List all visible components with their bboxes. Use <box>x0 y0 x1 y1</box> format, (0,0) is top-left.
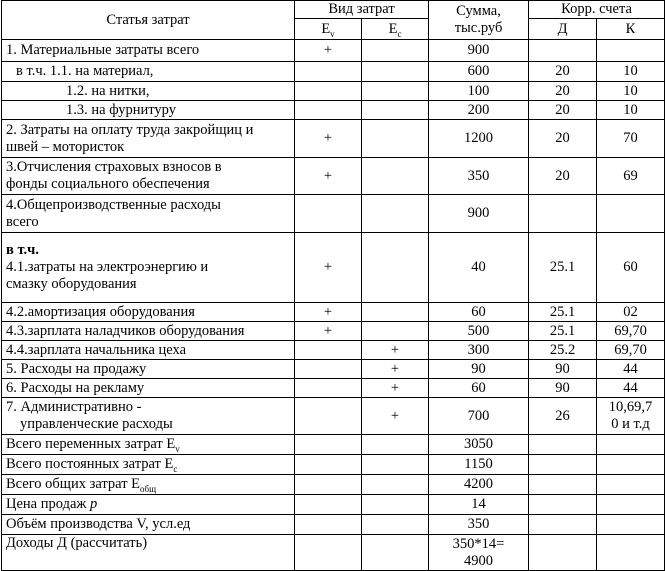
table-row <box>2 101 665 120</box>
row-credit: 10 <box>597 101 665 120</box>
empty-cell <box>529 495 597 515</box>
row-sum: 600 <box>429 62 529 82</box>
row-debit: 20 <box>529 62 597 82</box>
empty-cell <box>295 475 362 495</box>
header-item: Статья затрат <box>2 1 295 40</box>
total-fixed-row <box>2 455 665 475</box>
empty-cell <box>295 515 362 535</box>
row-ec: + <box>362 341 429 360</box>
total-variable-label <box>2 435 295 455</box>
empty-cell <box>529 475 597 495</box>
table-row <box>2 233 665 303</box>
income-label: Доходы Д (рассчитать) <box>2 535 295 571</box>
row-ec <box>362 233 429 303</box>
income-row <box>2 535 665 571</box>
volume-row <box>2 515 665 535</box>
header-ev-sub: v <box>330 28 335 39</box>
row-sum: 60 <box>429 303 529 322</box>
row-name <box>2 398 295 435</box>
row-credit: 69,70 <box>597 341 665 360</box>
row-ev: + <box>295 158 362 195</box>
row-sum: 700 <box>429 398 529 435</box>
row-debit: 25.1 <box>529 233 597 303</box>
row-ec <box>362 62 429 82</box>
row-sum: 40 <box>429 233 529 303</box>
row-debit: 20 <box>529 158 597 195</box>
total-all-row <box>2 475 665 495</box>
empty-cell <box>597 515 665 535</box>
row-name-line2: всего <box>6 213 39 230</box>
row-credit-line1: 10,69,7 <box>608 399 653 415</box>
row-credit: 44 <box>597 379 665 398</box>
row-ec <box>362 322 429 341</box>
empty-cell <box>362 535 429 571</box>
total-variable-row <box>2 435 665 455</box>
row-debit: 90 <box>529 360 597 379</box>
row-debit <box>529 40 597 62</box>
total-all-label <box>2 475 295 495</box>
table-row <box>2 195 665 233</box>
row-credit: 69 <box>597 158 665 195</box>
row-sum: 900 <box>429 40 529 62</box>
total-variable-sub: v <box>175 443 180 454</box>
row-name-line0: в т.ч. <box>6 242 39 258</box>
total-fixed-label <box>2 455 295 475</box>
header-debit: Д <box>529 19 597 40</box>
row-sum: 300 <box>429 341 529 360</box>
price-value: 14 <box>429 495 529 515</box>
table-row <box>2 341 665 360</box>
total-variable-sum: 3050 <box>429 435 529 455</box>
row-name: 6. Расходы на рекламу <box>2 379 295 398</box>
row-ec <box>362 303 429 322</box>
row-name: 4.3.зарплата наладчиков оборудования <box>2 322 295 341</box>
row-name-line2: смазку оборудования <box>6 276 137 292</box>
empty-cell <box>597 475 665 495</box>
header-ec <box>362 19 429 40</box>
row-name: в т.ч. 1.1. на материал, <box>2 62 295 82</box>
row-ec <box>362 195 429 233</box>
row-name <box>2 120 295 158</box>
row-ev <box>295 341 362 360</box>
row-sum: 500 <box>429 322 529 341</box>
row-name-line2: фонды социального обеспечения <box>6 176 210 192</box>
table-row <box>2 398 665 435</box>
row-ev: + <box>295 322 362 341</box>
empty-cell <box>529 435 597 455</box>
header-ev-letter: E <box>321 20 331 37</box>
row-debit: 20 <box>529 120 597 158</box>
row-ev: + <box>295 40 362 62</box>
empty-cell <box>362 435 429 455</box>
empty-cell <box>597 535 665 571</box>
header-row-1 <box>2 1 665 19</box>
row-sum: 90 <box>429 360 529 379</box>
row-name: 5. Расходы на продажу <box>2 360 295 379</box>
empty-cell <box>295 455 362 475</box>
total-fixed-sub: c <box>173 463 178 474</box>
volume-value: 350 <box>429 515 529 535</box>
table-row <box>2 303 665 322</box>
row-credit <box>597 398 665 435</box>
row-ec <box>362 158 429 195</box>
header-sum-line2: тыс.руб <box>454 20 503 36</box>
price-variable: p <box>90 496 98 512</box>
header-corr-accounts: Корр. счета <box>529 1 665 19</box>
empty-cell <box>362 475 429 495</box>
empty-cell <box>597 455 665 475</box>
total-all-sub: общ <box>140 483 157 494</box>
row-ev <box>295 62 362 82</box>
income-value <box>429 535 529 571</box>
row-sum: 900 <box>429 195 529 233</box>
empty-cell <box>295 495 362 515</box>
total-fixed-text: Всего постоянных затрат E <box>6 456 174 472</box>
price-label <box>2 495 295 515</box>
row-name-line1: 7. Административно - <box>6 399 142 415</box>
row-name <box>2 233 295 303</box>
row-sum: 60 <box>429 379 529 398</box>
row-credit: 10 <box>597 62 665 82</box>
row-ev <box>295 101 362 120</box>
empty-cell <box>597 495 665 515</box>
row-ev: + <box>295 233 362 303</box>
row-ec <box>362 40 429 62</box>
row-name-line2: управленческие расходы <box>20 416 173 432</box>
row-name <box>2 195 295 233</box>
income-value-line1: 350*14= <box>452 535 505 552</box>
total-all-text: Всего общих затрат E <box>6 476 141 492</box>
table-row <box>2 40 665 62</box>
row-name: 1.2. на нитки, <box>2 82 295 101</box>
empty-cell <box>362 515 429 535</box>
table-row <box>2 379 665 398</box>
row-debit: 20 <box>529 82 597 101</box>
row-credit: 60 <box>597 233 665 303</box>
table-row <box>2 360 665 379</box>
row-debit: 20 <box>529 101 597 120</box>
header-ev <box>295 19 362 40</box>
row-debit: 25.2 <box>529 341 597 360</box>
row-sum: 350 <box>429 158 529 195</box>
row-debit: 25.1 <box>529 303 597 322</box>
table-row <box>2 158 665 195</box>
table-row <box>2 82 665 101</box>
total-variable-text: Всего переменных затрат E <box>6 436 176 452</box>
row-name-line1: 4.Общепроизводственные расходы <box>6 196 221 213</box>
empty-cell <box>362 455 429 475</box>
row-ev <box>295 82 362 101</box>
row-name-line1: 4.1.затраты на электроэнергию и <box>6 259 209 275</box>
income-value-line2: 4900 <box>464 552 494 569</box>
row-debit: 90 <box>529 379 597 398</box>
total-all-sum: 4200 <box>429 475 529 495</box>
empty-cell <box>529 535 597 571</box>
cost-table <box>1 0 665 571</box>
row-credit: 70 <box>597 120 665 158</box>
row-credit: 02 <box>597 303 665 322</box>
empty-cell <box>529 515 597 535</box>
row-ev <box>295 195 362 233</box>
empty-cell <box>295 435 362 455</box>
row-ec: + <box>362 398 429 435</box>
empty-cell <box>597 435 665 455</box>
row-debit <box>529 195 597 233</box>
row-name: 1. Материальные затраты всего <box>2 40 295 62</box>
empty-cell <box>362 495 429 515</box>
row-name-line1: 2. Затраты на оплату труда закройщиц и <box>6 121 254 138</box>
total-fixed-sum: 1150 <box>429 455 529 475</box>
row-name: 4.2.амортизация оборудования <box>2 303 295 322</box>
row-debit: 25.1 <box>529 322 597 341</box>
header-sum <box>429 1 529 40</box>
row-credit: 10 <box>597 82 665 101</box>
row-name-line2: швей – мотористок <box>6 138 125 155</box>
row-ev <box>295 379 362 398</box>
row-name: 4.4.зарплата начальника цеха <box>2 341 295 360</box>
row-ev <box>295 360 362 379</box>
row-ec <box>362 101 429 120</box>
row-name-line1: 3.Отчисления страховых взносов в <box>6 159 222 175</box>
empty-cell <box>529 455 597 475</box>
row-credit: 44 <box>597 360 665 379</box>
row-credit: 69,70 <box>597 322 665 341</box>
row-ec <box>362 82 429 101</box>
price-text: Цена продаж <box>6 496 91 512</box>
volume-label: Объём производства V, усл.ед <box>2 515 295 535</box>
row-ec: + <box>362 379 429 398</box>
row-ec: + <box>362 360 429 379</box>
table-row <box>2 322 665 341</box>
row-debit: 26 <box>529 398 597 435</box>
row-ev <box>295 398 362 435</box>
row-ev: + <box>295 120 362 158</box>
row-sum: 200 <box>429 101 529 120</box>
header-cost-type: Вид затрат <box>295 1 429 19</box>
row-credit <box>597 40 665 62</box>
row-ec <box>362 120 429 158</box>
row-credit-line2: 0 и т.д <box>611 416 650 432</box>
header-credit: К <box>597 19 665 40</box>
row-name: 1.3. на фурнитуру <box>2 101 295 120</box>
header-sum-line1: Сумма, <box>456 3 501 19</box>
row-ev: + <box>295 303 362 322</box>
row-credit <box>597 195 665 233</box>
price-row <box>2 495 665 515</box>
header-ec-letter: E <box>388 20 398 37</box>
row-sum: 100 <box>429 82 529 101</box>
row-name <box>2 158 295 195</box>
header-ec-sub: c <box>397 28 402 39</box>
table-row <box>2 120 665 158</box>
table-row <box>2 62 665 82</box>
row-sum: 1200 <box>429 120 529 158</box>
empty-cell <box>295 535 362 571</box>
